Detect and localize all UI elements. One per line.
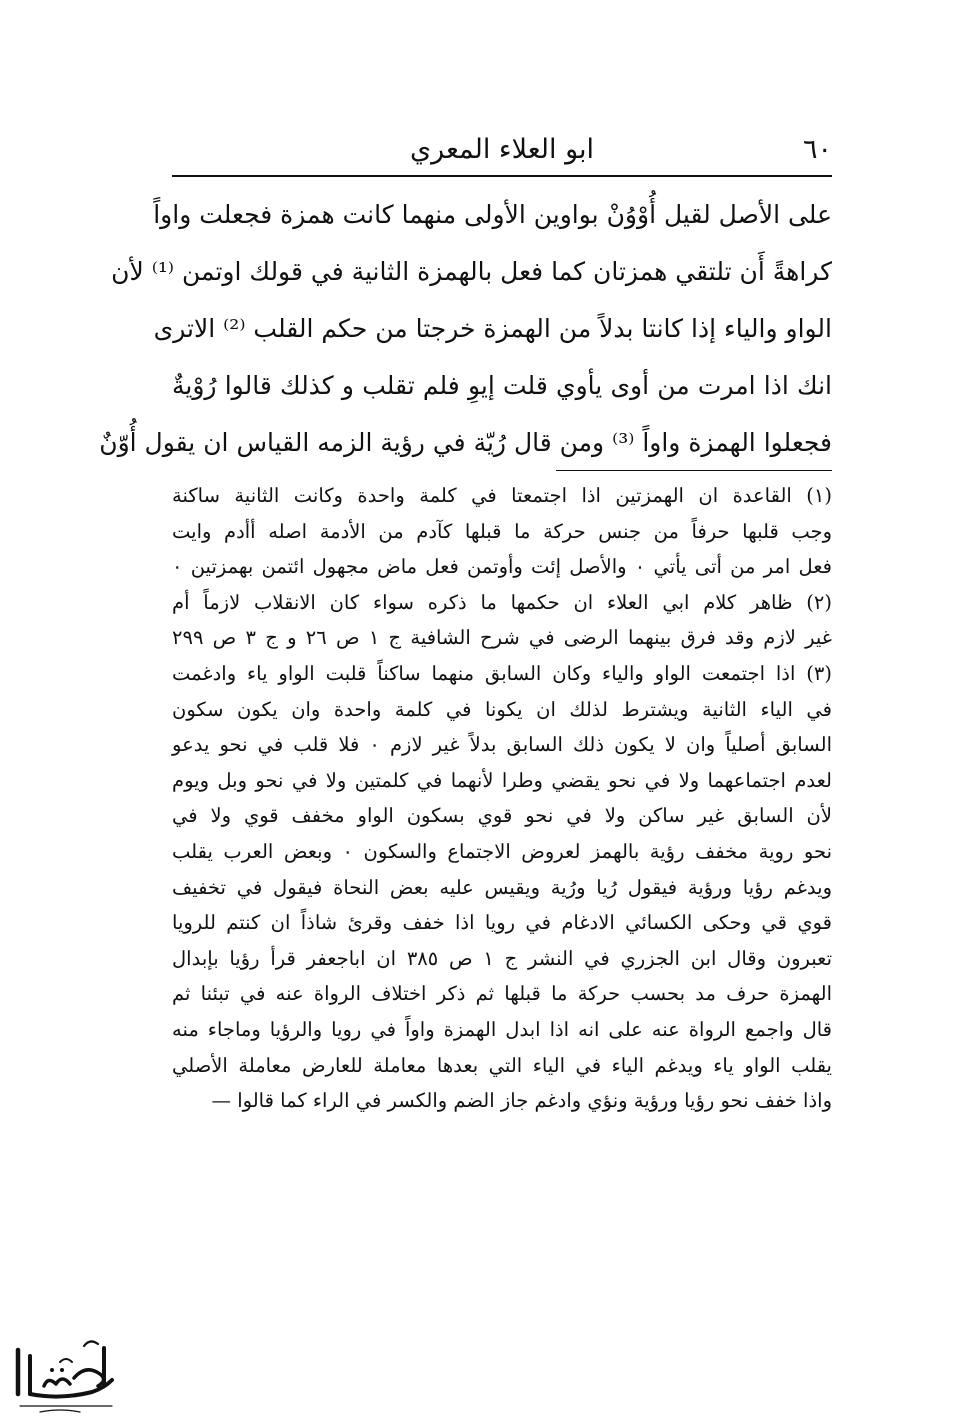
footnote-line: لعدم اجتماعهما ولا في نحو يقضي وطرا لأنهما في كلمتين ولا في نحو وبل ويوم bbox=[172, 768, 832, 792]
main-text bbox=[99, 186, 832, 471]
library-seal-calligraphy-icon bbox=[0, 1326, 130, 1416]
footnote-line: الهمزة حرف مد بحسب حركة ما قبلها ثم ذكر اختلاف الرواة عنه في تبئنا ثم bbox=[172, 982, 832, 1006]
footnote-line: قوي قي وحكى الكسائي الادغام في رويا اذا خفف وقرئ شاذاً ان كنتم للرويا bbox=[172, 911, 832, 935]
footnote-line: في الياء الثانية ويشترط لذلك ان يكونا في كلمة واحدة وان يكون سكون bbox=[172, 697, 832, 721]
footnote-line: (٣) اذا اجتمعت الواو والياء وكان السابق منهما ساكناً قلبت الواو ياء وادغمت bbox=[172, 661, 832, 685]
running-title: ابو العلاء المعري bbox=[409, 134, 595, 165]
footnote-line: غير لازم وقد فرق بينهما الرضى في شرح الشافية ج ١ ص ٢٦ و ج ٣ ص ٢٩٩ bbox=[172, 626, 832, 650]
footnote-line: لأن السابق غير ساكن ولا في نحو قوي بسكون الواو مخفف قوي ولا في bbox=[172, 804, 832, 828]
footnote-line: ويدغم رؤيا ورؤية فيقول رُيا ورُية ويقيس عليه بعض النحاة فيقول في تخفيف bbox=[172, 875, 832, 899]
footnote-line: نحو روية مخفف رؤية بالهمز لعروض الاجتماع والسكون ٠ وبعض العرب يقلب bbox=[172, 839, 832, 863]
main-text-line: الواو والياء إذا كانتا بدلاً من الهمزة خرجتا من حكم القلب ⁽²⁾ الاترى bbox=[153, 314, 832, 343]
main-text-line: انك اذا امرت من أوى يأوي قلت إيوِ فلم تقلب و كذلك قالوا رُوْيةٌ bbox=[172, 371, 832, 400]
footnote-line: السابق أصلياً وان لا يكون ذلك السابق بدلاً غير لازم ٠ فلا قلب في نحو يدعو bbox=[172, 733, 832, 757]
footnote-line: (١) القاعدة ان الهمزتين اذا اجتمعتا في كلمة واحدة وكانت الثانية ساكنة bbox=[172, 484, 832, 507]
footnote-line: فعل امر من أتى يأتي ٠ والأصل إئت وأوتمن فعل ماض مجهول ائتمن بهمزتين ٠ bbox=[172, 555, 832, 579]
footnotes bbox=[172, 478, 832, 1119]
main-text-line: كراهةً أَن تلتقي همزتان كما فعل بالهمزة الثانية في قولك اوتمن ⁽¹⁾ لأن bbox=[111, 257, 832, 286]
footnote-line: (٢) ظاهر كلام ابي العلاء ان حكمها ما ذكره سواء كان الانقلاب لازماً أم bbox=[172, 590, 832, 614]
page-number: ٦٠ bbox=[802, 134, 832, 165]
footnote-line: وجب قلبها حرفاً من جنس حركة ما قبلها كآدم من الأدمة اصله أأدم وايت bbox=[172, 519, 832, 543]
footnote-line: يقلب الواو ياء ويدغم الياء في الياء التي بعدها معاملة للعارض معاملة الأصلي bbox=[172, 1053, 832, 1077]
footnote-line: تعبرون وقال ابن الجزري في النشر ج ١ ص ٣٨٥ ان اباجعفر قرأ رؤيا بإبدال bbox=[172, 946, 832, 970]
footnote-line: قال واجمع الرواة عنه على انه اذا ابدل الهمزة واواً في رويا والرؤيا وماجاء منه bbox=[172, 1017, 832, 1041]
page-header bbox=[172, 132, 832, 172]
footnote-line: واذا خفف نحو رؤيا ورؤية ونؤي وادغم جاز الضم والكسر في الراء كما قالوا — bbox=[211, 1089, 832, 1113]
header-rule bbox=[172, 175, 832, 177]
footnote-separator bbox=[556, 470, 832, 471]
main-text-line: فجعلوا الهمزة واواً ⁽³⁾ ومن قال رُيّة في رؤية الزمه القياس ان يقول أُوّنٌ bbox=[99, 428, 832, 457]
main-text-line: على الأصل لقيل أُوْوُنْ بواوين الأولى منهما كانت همزة فجعلت واواً bbox=[153, 200, 832, 229]
